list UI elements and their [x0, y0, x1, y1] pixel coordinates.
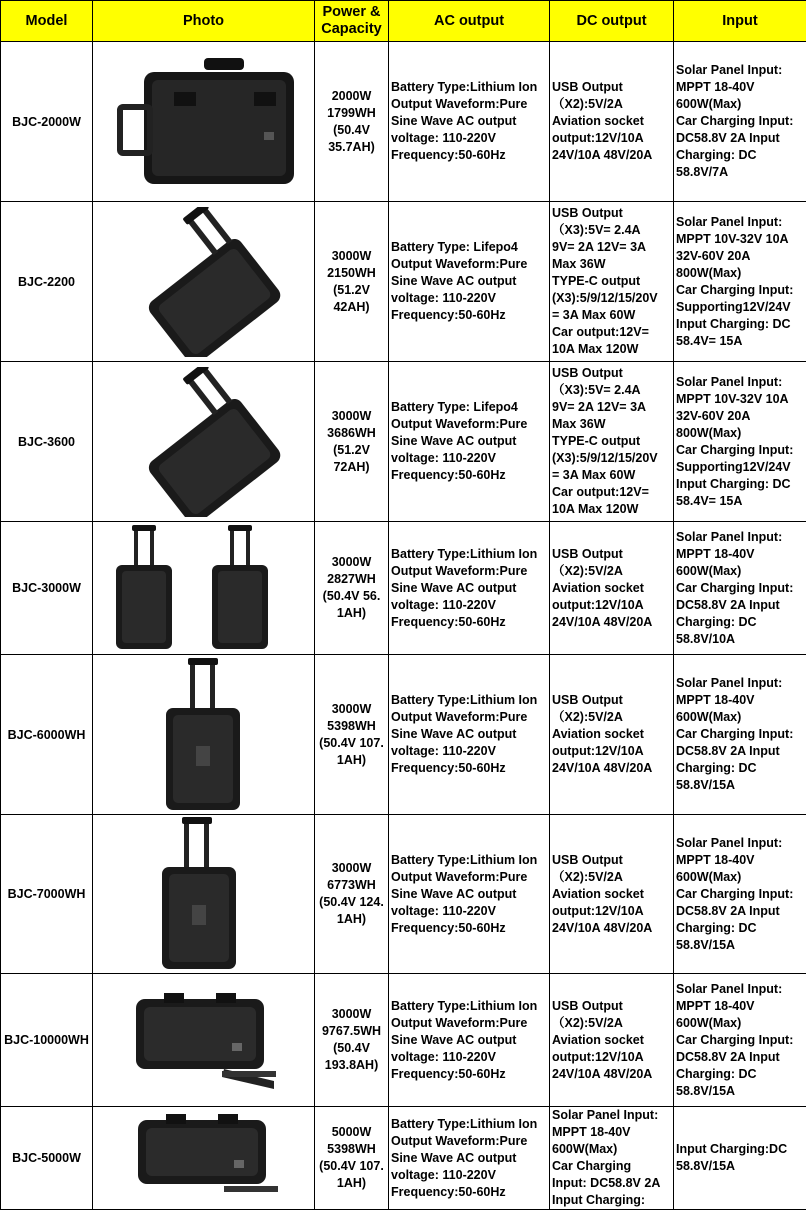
power-capacity-cell: 3000W 6773WH (50.4V 124. 1AH): [315, 815, 389, 974]
dc-output-cell: USB Output （X2):5V/2A Aviation socket output:12V/10A 24V/10A 48V/20A: [550, 974, 674, 1107]
ac-output-cell: Battery Type: Lifepo4 Output Waveform:Pure Sine Wave AC output voltage: 110-220V Frequency:50-60Hz: [389, 362, 550, 522]
header-dc-output: DC output: [550, 1, 674, 42]
model-cell: BJC-2200: [1, 202, 93, 362]
model-cell: BJC-3600: [1, 362, 93, 522]
model-cell: BJC-3000W: [1, 522, 93, 655]
large-case-with-pull-handle-image: [104, 1110, 304, 1206]
case-with-handle-image: [104, 52, 304, 192]
photo-cell: [93, 522, 315, 655]
model-cell: BJC-6000WH: [1, 655, 93, 815]
two-upright-trolley-cases-image: [104, 525, 304, 651]
header-photo: Photo: [93, 1, 315, 42]
table-row: [1, 362, 806, 522]
input-cell: Solar Panel Input: MPPT 18-40V 600W(Max) Car Charging Input: DC58.8V 2A Input Charging: DC 58.8V/15A: [674, 815, 806, 974]
header-model: Model: [1, 1, 93, 42]
input-cell: Solar Panel Input: MPPT 18-40V 600W(Max) Car Charging Input: DC58.8V 2A Input Charging: DC 58.8V/15A: [674, 974, 806, 1107]
ac-output-cell: Battery Type:Lithium Ion Output Waveform:Pure Sine Wave AC output voltage: 110-220V Frequency:50-60Hz: [389, 522, 550, 655]
input-cell: Solar Panel Input: MPPT 18-40V 600W(Max) Car Charging Input: DC58.8V 2A Input Charging: DC 58.8V/7A: [674, 42, 806, 202]
power-capacity-cell: 3000W 3686WH (51.2V 72AH): [315, 362, 389, 522]
power-capacity-cell: 2000W 1799WH (50.4V 35.7AH): [315, 42, 389, 202]
header-ac-output: AC output: [389, 1, 550, 42]
photo-cell: [93, 974, 315, 1107]
model-cell: BJC-5000W: [1, 1107, 93, 1210]
model-cell: BJC-10000WH: [1, 974, 93, 1107]
input-cell: Solar Panel Input: MPPT 10V-32V 10A 32V-60V 20A 800W(Max) Car Charging Input: Supporting12V/24V Input Charging: DC 58.4V= 15A: [674, 202, 806, 362]
input-cell: Solar Panel Input: MPPT 18-40V 600W(Max) Car Charging Input: DC58.8V 2A Input Charging: DC 58.8V/10A: [674, 522, 806, 655]
header-row: [1, 1, 806, 42]
table-row: [1, 42, 806, 202]
input-cell: Input Charging:DC 58.8V/15A: [674, 1107, 806, 1210]
upright-trolley-case-image: [104, 817, 304, 971]
dc-output-cell: USB Output （X2):5V/2A Aviation socket output:12V/10A 24V/10A 48V/20A: [550, 42, 674, 202]
dc-output-cell: Solar Panel Input: MPPT 18-40V 600W(Max) Car Charging Input: DC58.8V 2A Input Charging:: [550, 1107, 674, 1210]
power-capacity-cell: 3000W 2827WH (50.4V 56. 1AH): [315, 522, 389, 655]
dc-output-cell: USB Output （X3):5V= 2.4A 9V= 2A 12V= 3A Max 36W TYPE-C output (X3):5/9/12/15/20V = 3A Max 60W Car output:12V= 10A Max 120W: [550, 202, 674, 362]
power-capacity-cell: 3000W 2150WH (51.2V 42AH): [315, 202, 389, 362]
power-capacity-cell: 3000W 9767.5WH (50.4V 193.8AH): [315, 974, 389, 1107]
table-row: [1, 655, 806, 815]
photo-cell: [93, 202, 315, 362]
dc-output-cell: USB Output （X2):5V/2A Aviation socket output:12V/10A 24V/10A 48V/20A: [550, 815, 674, 974]
dc-output-cell: USB Output （X2):5V/2A Aviation socket output:12V/10A 24V/10A 48V/20A: [550, 522, 674, 655]
ac-output-cell: Battery Type:Lithium Ion Output Waveform:Pure Sine Wave AC output voltage: 110-220V Frequency:50-60Hz: [389, 1107, 550, 1210]
dc-output-cell: USB Output （X2):5V/2A Aviation socket output:12V/10A 24V/10A 48V/20A: [550, 655, 674, 815]
photo-cell: [93, 1107, 315, 1210]
table-row: [1, 1107, 806, 1210]
large-case-with-pull-handle-image: [104, 985, 304, 1095]
header-input: Input: [674, 1, 806, 42]
table-row: [1, 522, 806, 655]
model-cell: BJC-7000WH: [1, 815, 93, 974]
ac-output-cell: Battery Type:Lithium Ion Output Waveform:Pure Sine Wave AC output voltage: 110-220V Frequency:50-60Hz: [389, 42, 550, 202]
power-capacity-cell: 3000W 5398WH (50.4V 107. 1AH): [315, 655, 389, 815]
model-cell: BJC-2000W: [1, 42, 93, 202]
photo-cell: [93, 362, 315, 522]
input-cell: Solar Panel Input: MPPT 10V-32V 10A 32V-60V 20A 800W(Max) Car Charging Input: Supporting12V/24V Input Charging: DC 58.4V= 15A: [674, 362, 806, 522]
ac-output-cell: Battery Type:Lithium Ion Output Waveform:Pure Sine Wave AC output voltage: 110-220V Frequency:50-60Hz: [389, 815, 550, 974]
table-row: [1, 815, 806, 974]
table-row: [1, 202, 806, 362]
photo-cell: [93, 815, 315, 974]
photo-cell: [93, 42, 315, 202]
power-capacity-cell: 5000W 5398WH (50.4V 107. 1AH): [315, 1107, 389, 1210]
tilted-trolley-case-image: [104, 367, 304, 517]
upright-trolley-case-image: [104, 658, 304, 812]
ac-output-cell: Battery Type:Lithium Ion Output Waveform:Pure Sine Wave AC output voltage: 110-220V Frequency:50-60Hz: [389, 655, 550, 815]
ac-output-cell: Battery Type: Lifepo4 Output Waveform:Pure Sine Wave AC output voltage: 110-220V Frequency:50-60Hz: [389, 202, 550, 362]
tilted-trolley-case-image: [104, 207, 304, 357]
header-power: Power & Capacity: [315, 1, 389, 42]
table-row: [1, 974, 806, 1107]
input-cell: Solar Panel Input: MPPT 18-40V 600W(Max) Car Charging Input: DC58.8V 2A Input Charging: DC 58.8V/15A: [674, 655, 806, 815]
photo-cell: [93, 655, 315, 815]
dc-output-cell: USB Output （X3):5V= 2.4A 9V= 2A 12V= 3A Max 36W TYPE-C output (X3):5/9/12/15/20V = 3A Max 60W Car output:12V= 10A Max 120W: [550, 362, 674, 522]
ac-output-cell: Battery Type:Lithium Ion Output Waveform:Pure Sine Wave AC output voltage: 110-220V Frequency:50-60Hz: [389, 974, 550, 1107]
